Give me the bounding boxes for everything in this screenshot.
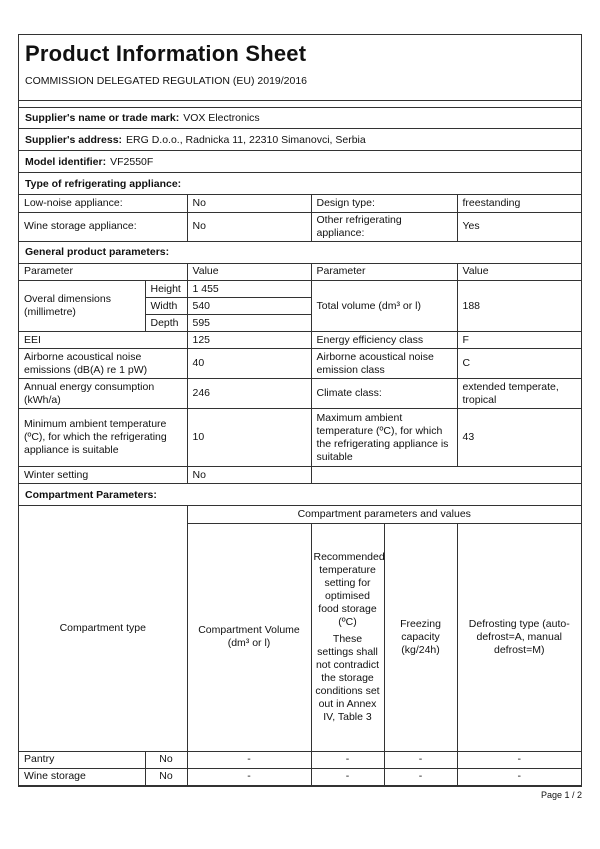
eei-label: EEI [19,332,187,349]
general-heading: General product parameters: [25,246,170,258]
page-number: Page 1 / 2 [540,790,582,800]
param-header-2: Parameter [311,264,457,281]
annual-energy-label: Annual energy consumption (kWh/a) [19,379,187,409]
compartment-defrost: - [457,751,581,768]
winter-setting-label: Winter setting [19,467,187,484]
depth-value: 595 [187,315,311,332]
height-label: Height [145,281,187,298]
supplier-name-row [19,107,581,129]
width-value: 540 [187,298,311,315]
type-table [19,195,581,242]
recommended-temp-header [311,523,384,751]
min-temp-label: Minimum ambient temperature (ºC), for which the refrigerating appliance is suitable [19,409,187,467]
compartment-freezing: - [384,751,457,768]
width-label: Width [145,298,187,315]
low-noise-label: Low-noise appliance: [19,195,187,212]
low-noise-value: No [187,195,311,212]
noise-value: 40 [187,349,311,379]
compartment-present: No [145,751,187,768]
supplier-address-row [19,129,581,151]
min-temp-value: 10 [187,409,311,467]
model-label: Model identifier: [25,155,107,168]
compartment-temp: - [311,768,384,785]
freezing-capacity-header: Freezing capacity (kg/24h) [384,523,457,751]
model-value: VF2550F [110,155,154,168]
winter-empty-cell [311,467,581,484]
compartment-volume-header: Compartment Volume (dm³ or l) [187,523,311,751]
other-refrigerating-value: Yes [457,212,581,241]
recommended-temp-text: Recommended temperature setting for optimised food storage (ºC) [313,550,385,628]
compartment-volume: - [187,768,311,785]
compartment-present: No [145,768,187,785]
defrosting-type-header: Defrosting type (auto-defrost=A, manual defrost=M) [457,523,581,751]
general-table [19,264,581,485]
eei-value: 125 [187,332,311,349]
supplier-address-value: ERG D.o.o., Radnicka 11, 22310 Simanovci, Serbia [126,133,366,146]
design-type-value: freestanding [457,195,581,212]
compartment-name: Wine storage [19,768,145,785]
model-row [19,151,581,173]
dimensions-label: Overal dimensions (millimetre) [19,281,145,332]
climate-class-label: Climate class: [311,379,457,409]
max-temp-label: Maximum ambient temperature (ºC), for which the refrigerating appliance is suitable [311,409,457,467]
wine-storage-label: Wine storage appliance: [19,212,187,241]
compartment-temp: - [311,751,384,768]
type-heading-row [19,173,581,195]
supplier-address-label: Supplier's address: [25,133,123,146]
noise-label: Airborne acoustical noise emissions (dB(A) re 1 pW) [19,349,187,379]
annual-energy-value: 246 [187,379,311,409]
design-type-label: Design type: [311,195,457,212]
depth-label: Depth [145,315,187,332]
noise-class-value: C [457,349,581,379]
supplier-name-label: Supplier's name or trade mark: [25,112,180,124]
compartment-table [19,506,581,786]
climate-class-value: extended temperate, tropical [457,379,581,409]
title-block [19,35,581,101]
compartment-heading: Compartment Parameters: [25,488,157,501]
compartment-group-header: Compartment parameters and values [187,506,581,523]
noise-class-label: Airborne acoustical noise emission class [311,349,457,379]
compartment-defrost: - [457,768,581,785]
energy-class-label: Energy efficiency class [311,332,457,349]
winter-setting-value: No [187,467,311,484]
compartment-heading-row [19,484,581,506]
regulation-subtitle: COMMISSION DELEGATED REGULATION (EU) 2019/2016 [25,75,308,87]
value-header-2: Value [457,264,581,281]
temp-settings-note: These settings shall not contradict the storage conditions set out in Annex IV, Table 3 [315,632,380,723]
table-row [19,751,581,768]
wine-storage-value: No [187,212,311,241]
compartment-type-header: Compartment type [19,506,187,751]
compartment-name: Pantry [19,751,145,768]
table-row [19,768,581,785]
height-value: 1 455 [187,281,311,298]
general-heading-row [19,242,581,264]
type-heading: Type of refrigerating appliance: [25,177,182,190]
total-volume-value: 188 [457,281,581,332]
product-information-sheet [18,34,582,787]
max-temp-value: 43 [457,409,581,467]
other-refrigerating-label: Other refrigerating appliance: [311,212,457,241]
supplier-name-value: VOX Electronics [183,112,260,124]
page-title: Product Information Sheet [25,41,307,66]
energy-class-value: F [457,332,581,349]
param-header: Parameter [19,264,187,281]
compartment-freezing: - [384,768,457,785]
total-volume-label: Total volume (dm³ or l) [311,281,457,332]
value-header: Value [187,264,311,281]
compartment-volume: - [187,751,311,768]
